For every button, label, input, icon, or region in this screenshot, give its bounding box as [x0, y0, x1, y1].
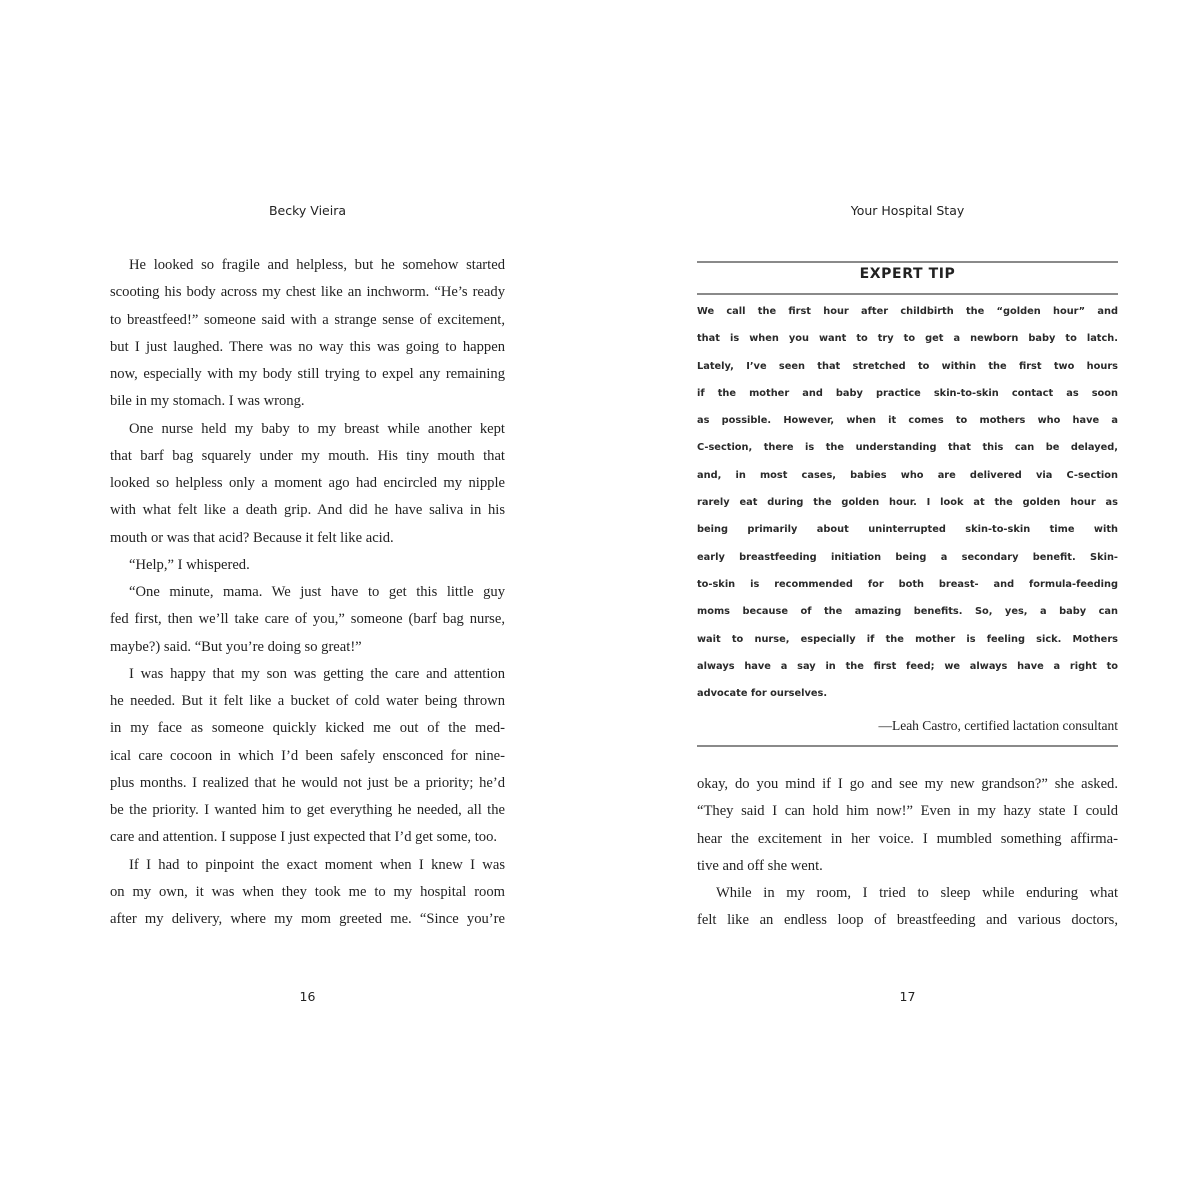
body-text: [697, 771, 1118, 935]
tip-attribution: —Leah Castro, certified lactation consultant: [878, 718, 1118, 733]
page-number: 17: [899, 989, 916, 1004]
tip-line: if the mother and baby practice skin-to-skin contact as soon: [697, 387, 1118, 399]
tip-top-rule: [697, 261, 1118, 263]
tip-line: We call the first hour after childbirth the “golden hour” and: [697, 306, 1118, 317]
text-line: he needed. But it felt like a bucket of cold water being thrown: [110, 693, 505, 709]
paragraph: [110, 252, 505, 416]
page-number: 16: [299, 989, 316, 1004]
text-line: care and attention. I suppose I just expected that I’d get some, too.: [110, 829, 498, 846]
paragraph: [110, 852, 505, 934]
running-head: Becky Vieira: [268, 203, 346, 218]
text-line: “Help,” I whispered.: [129, 556, 250, 573]
tip-line: being primarily about uninterrupted skin-to-skin time with: [697, 524, 1118, 536]
text-line: looked so helpless only a moment ago had encircled my nipple: [110, 475, 505, 491]
right-page: [697, 0, 1118, 1200]
paragraph: [110, 416, 505, 552]
paragraph: [697, 771, 1118, 880]
text-line: “They said I can hold him now!” Even in my hazy state I could: [697, 803, 1118, 820]
text-line: He looked so fragile and helpless, but he somehow started: [129, 257, 505, 273]
text-line: now, especially with my body still trying to expel any remaining: [110, 366, 505, 382]
tip-bottom-rule: [697, 745, 1118, 747]
paragraph: [110, 661, 505, 852]
text-line: okay, do you mind if I go and see my new grandson?” she asked.: [697, 776, 1118, 792]
text-line: on my own, it was when they took me to my hospital room: [110, 883, 505, 900]
paragraph: [110, 579, 505, 661]
tip-line: that is when you want to try to get a newborn baby to latch.: [697, 333, 1118, 345]
text-line: be the priority. I wanted him to get everything he needed, all the: [110, 802, 505, 818]
text-line: to breastfeed!” someone said with a strange sense of excitement,: [110, 311, 505, 328]
text-line: ical care cocoon in which I’d been safely ensconced for nine-: [110, 747, 505, 764]
expert-tip-title: EXPERT TIP: [859, 266, 956, 282]
text-line: One nurse held my baby to my breast while another kept: [129, 420, 505, 437]
text-line: but I just laughed. There was no way this was going to happen: [110, 338, 505, 355]
text-line: hear the excitement in her voice. I mumbled something affirma-: [697, 830, 1118, 847]
text-line: “One minute, mama. We just have to get this little guy: [129, 584, 505, 600]
expert-tip-text: [697, 298, 1118, 707]
text-line: While in my room, I tried to sleep while enduring what: [716, 885, 1118, 901]
tip-line: Lately, I’ve seen that stretched to within the first two hours: [697, 360, 1118, 372]
text-line: mouth or was that acid? Because it felt like acid.: [110, 529, 394, 546]
tip-line: moms because of the amazing benefits. So, yes, a baby can: [697, 606, 1118, 618]
tip-line: and, in most cases, babies who are delivered via C-section: [697, 469, 1118, 481]
text-line: that barf bag squarely under my mouth. His tiny mouth that: [110, 447, 505, 464]
tip-line: wait to nurse, especially if the mother is feeling sick. Mothers: [697, 633, 1118, 645]
text-line: bile in my stomach. I was wrong.: [110, 393, 305, 410]
tip-line: as possible. However, when it comes to mothers who have a: [697, 415, 1118, 427]
tip-line: early breastfeeding initiation being a secondary benefit. Skin-: [697, 551, 1118, 563]
tip-line: to-skin is recommended for both breast- and formula-feeding: [697, 578, 1118, 590]
text-line: maybe?) said. “But you’re doing so great!”: [110, 638, 362, 655]
text-line: after my delivery, where my mom greeted me. “Since you’re: [110, 911, 505, 927]
text-line: felt like an endless loop of breastfeeding and various doctors,: [697, 912, 1118, 929]
tip-line: C-section, there is the understanding that this can be delayed,: [697, 442, 1118, 454]
text-line: with what felt like a death grip. And did he have saliva in his: [110, 502, 505, 519]
running-head: Your Hospital Stay: [850, 203, 965, 218]
text-line: tive and off she went.: [697, 857, 823, 874]
tip-title-rule: [697, 293, 1118, 295]
text-line: scooting his body across my chest like an inchworm. “He’s ready: [110, 284, 505, 301]
text-line: in my face as someone quickly kicked me out of the med-: [110, 720, 505, 737]
tip-line: rarely eat during the golden hour. I look at the golden hour as: [697, 497, 1118, 509]
tip-line: advocate for ourselves.: [697, 688, 828, 700]
text-line: I was happy that my son was getting the care and attention: [129, 665, 505, 682]
paragraph: [697, 880, 1118, 935]
text-line: If I had to pinpoint the exact moment when I knew I was: [129, 856, 505, 873]
left-page: [110, 0, 505, 1200]
text-line: fed first, then we’ll take care of you,” someone (barf bag nurse,: [110, 611, 505, 628]
paragraph: [110, 552, 505, 579]
text-line: plus months. I realized that he would not just be a priority; he’d: [110, 774, 505, 791]
tip-line: always have a say in the first feed; we always have a right to: [697, 660, 1118, 672]
body-text: [110, 252, 505, 933]
